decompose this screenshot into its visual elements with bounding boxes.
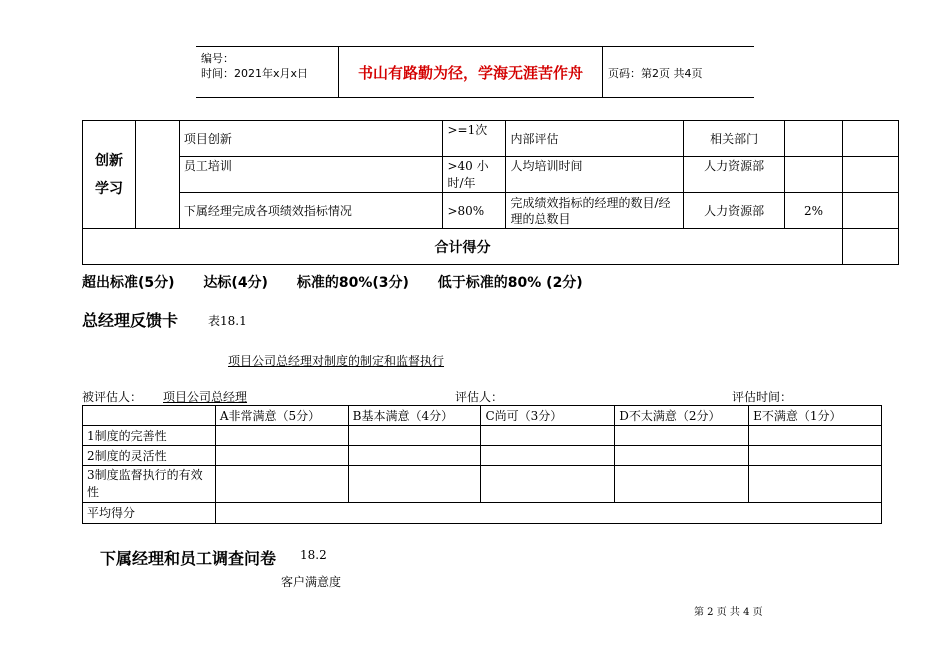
table-row — [83, 466, 882, 503]
rating-cell-c[interactable] — [481, 446, 615, 466]
rating-cell-e[interactable] — [749, 426, 882, 446]
header-cell — [83, 406, 216, 426]
scoring-scale — [82, 272, 607, 292]
rating-cell-d[interactable] — [615, 426, 749, 446]
criterion-cell: 1制度的完善性 — [83, 426, 216, 446]
header-cell: B基本满意（4分） — [348, 406, 481, 426]
rating-cell-c[interactable] — [481, 426, 615, 446]
feedback-table — [82, 405, 882, 524]
criterion-cell: 2制度的灵活性 — [83, 446, 216, 466]
satisfaction-label: 客户满意度 — [281, 575, 342, 589]
total-label: 合计得分 — [83, 229, 843, 265]
rating-cell-a[interactable] — [215, 446, 348, 466]
table-row — [83, 157, 899, 193]
page-header — [196, 46, 754, 98]
dept-cell: 人力资源部 — [684, 193, 785, 229]
total-row — [83, 229, 899, 265]
header-motto: 书山有路勤为径，学海无涯苦作舟 — [338, 47, 603, 97]
weight-cell: 2% — [785, 193, 843, 229]
rating-cell-a[interactable] — [215, 466, 348, 503]
rating-cell-e[interactable] — [749, 466, 882, 503]
rating-cell-b[interactable] — [348, 446, 481, 466]
table-row — [83, 193, 899, 229]
rating-cell-c[interactable] — [481, 466, 615, 503]
score-cell — [843, 121, 899, 157]
evaluatee-value: 项目公司总经理 — [163, 390, 248, 404]
feedback-header-row — [83, 406, 882, 426]
rating-cell-d[interactable] — [615, 466, 749, 503]
survey-title: 下属经理和员工调查问卷 — [100, 549, 277, 568]
score-cell — [843, 157, 899, 193]
table-row — [83, 446, 882, 466]
category-cell: 创新 学习 — [83, 121, 136, 229]
average-label: 平均得分 — [83, 503, 216, 524]
table-row — [83, 121, 899, 157]
weight-cell — [785, 121, 843, 157]
method-cell: 人均培训时间 — [506, 157, 684, 193]
rating-cell-a[interactable] — [215, 426, 348, 446]
dept-cell: 相关部门 — [684, 121, 785, 157]
table-row — [83, 426, 882, 446]
header-cell: A非常满意（5分） — [215, 406, 348, 426]
method-cell: 完成绩效指标的经理的数目/经理的总数目 — [506, 193, 684, 229]
header-cell: C尚可（3分） — [481, 406, 615, 426]
evaluation-info — [82, 388, 882, 406]
evaluator-label: 评估人： — [455, 390, 504, 404]
target-cell: >=1次 — [443, 121, 506, 157]
empty-cell — [135, 121, 179, 229]
time-label: 时间：2021年x月x日 — [201, 67, 309, 80]
scale-below-80: 低于标准的80% (2分) — [437, 275, 583, 291]
rating-cell-b[interactable] — [348, 466, 481, 503]
feedback-title: 总经理反馈卡 — [82, 311, 179, 330]
feedback-table-number: 表18.1 — [208, 314, 247, 328]
target-cell: >80% — [443, 193, 506, 229]
target-cell: >40 小时/年 — [443, 157, 506, 193]
item-cell: 员工培训 — [179, 157, 443, 193]
scale-80: 标准的80%(3分) — [296, 275, 409, 291]
rating-cell-b[interactable] — [348, 426, 481, 446]
header-cell: E不满意（1分） — [749, 406, 882, 426]
evaluatee-label: 被评估人： — [82, 390, 143, 404]
criterion-cell: 3制度监督执行的有效性 — [83, 466, 216, 503]
header-meta — [201, 51, 308, 81]
eval-time-label: 评估时间： — [732, 390, 793, 404]
header-cell: D不太满意（2分） — [615, 406, 749, 426]
page-footer: 第 2 页 共 4 页 — [694, 607, 763, 618]
survey-number: 18.2 — [300, 548, 327, 562]
rating-cell-d[interactable] — [615, 446, 749, 466]
code-label: 编号： — [201, 52, 234, 65]
method-cell: 内部评估 — [506, 121, 684, 157]
scale-meet: 达标(4分) — [203, 275, 268, 291]
total-score-cell — [843, 229, 899, 265]
innovation-table — [82, 120, 899, 265]
dept-cell: 人力资源部 — [684, 157, 785, 193]
feedback-subtitle: 项目公司总经理对制度的制定和监督执行 — [228, 354, 445, 368]
header-page-label: 页码：第2页 共4页 — [608, 67, 703, 80]
average-row — [83, 503, 882, 524]
rating-cell-e[interactable] — [749, 446, 882, 466]
average-value-cell[interactable] — [215, 503, 881, 524]
weight-cell — [785, 157, 843, 193]
scale-exceed: 超出标准(5分) — [82, 275, 175, 291]
score-cell — [843, 193, 899, 229]
item-cell: 项目创新 — [179, 121, 443, 157]
item-cell: 下属经理完成各项绩效指标情况 — [179, 193, 443, 229]
